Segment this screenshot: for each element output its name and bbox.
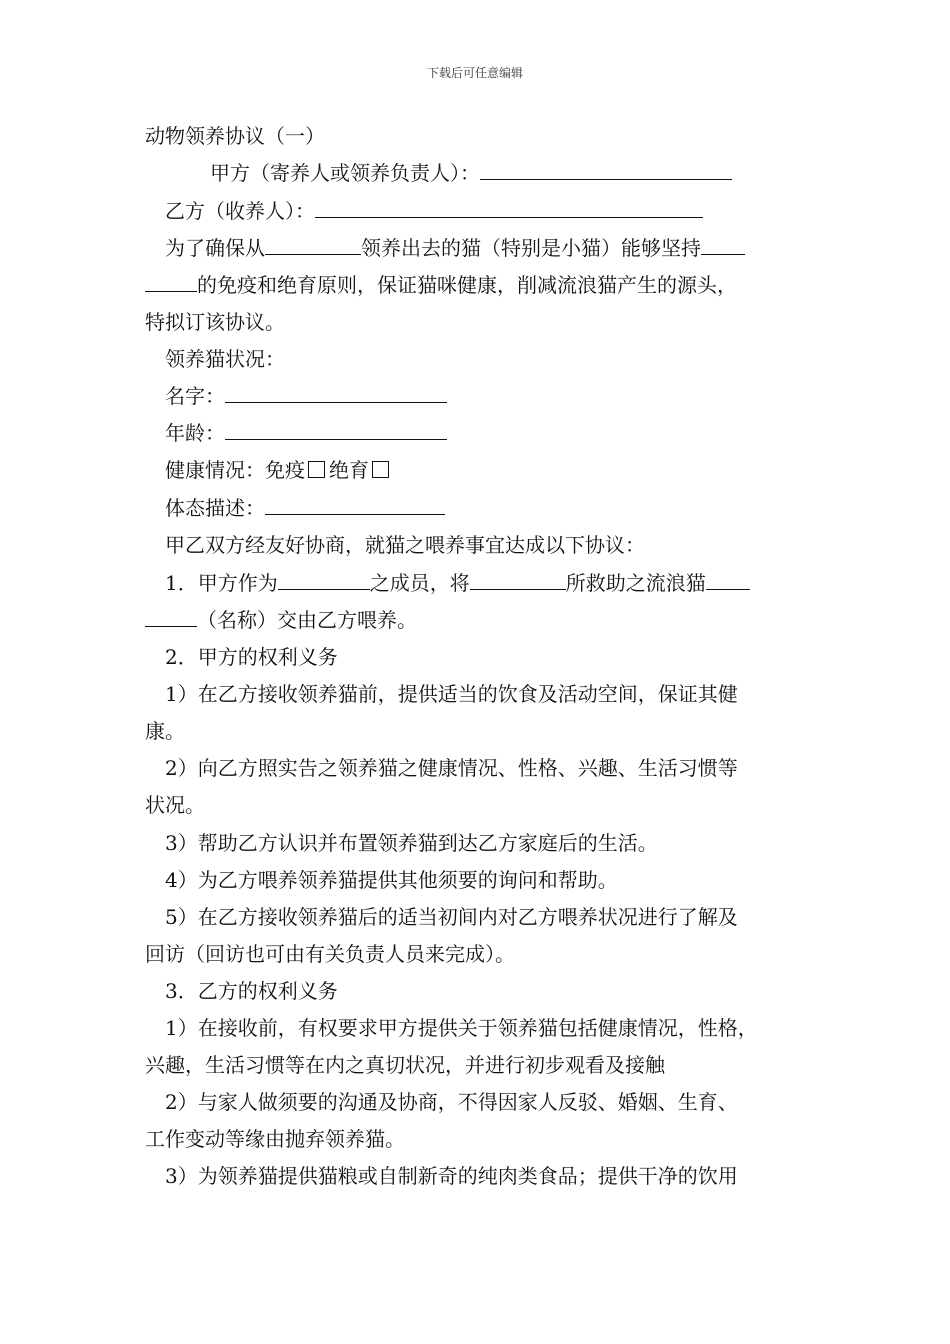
party-a-line <box>210 159 890 186</box>
item1-text: 1．甲方作为 <box>165 571 278 595</box>
vaccinated-checkbox[interactable] <box>308 461 325 478</box>
item1-text: 所救助之流浪猫 <box>565 571 706 595</box>
cat-age-blank[interactable] <box>225 419 447 440</box>
item2-s2-line-2: 状况。 <box>145 793 205 817</box>
rescuer-blank[interactable] <box>470 569 566 590</box>
item1-line-1 <box>165 569 845 596</box>
intro-text: 领养出去的猫（特别是小猫）能够坚持 <box>361 236 701 260</box>
item3-heading: 3．乙方的权利义务 <box>165 979 338 1003</box>
principle-blank-cont[interactable] <box>145 271 197 292</box>
party-b-label: 乙方（收养人）： <box>165 199 315 223</box>
principle-blank[interactable] <box>701 234 745 255</box>
cat-title-blank[interactable] <box>706 569 750 590</box>
cat-health-line <box>165 457 845 483</box>
cat-heading: 领养猫状况： <box>165 347 285 371</box>
cat-age-label: 年龄： <box>165 421 225 445</box>
item3-s2-line-2: 工作变动等缘由抛弃领养猫。 <box>145 1127 405 1151</box>
item2-heading: 2．甲方的权利义务 <box>165 645 338 669</box>
item2-s5-line-2: 回访（回访也可由有关负责人员来完成）。 <box>145 942 515 966</box>
neutered-checkbox[interactable] <box>372 461 389 478</box>
party-b-blank[interactable] <box>315 197 703 218</box>
party-a-label: 甲方（寄养人或领养负责人）： <box>210 161 480 185</box>
item3-s3-line-1: 3）为领养猫提供猫粮或自制新奇的纯肉类食品；提供干净的饮用 <box>165 1164 738 1188</box>
item2-s3: 3）帮助乙方认识并布置领养猫到达乙方家庭后的生活。 <box>165 831 658 855</box>
item2-s1-line-1: 1）在乙方接收领养猫前，提供适当的饮食及活动空间，保证其健 <box>165 682 738 706</box>
cat-health-label: 健康情况：免疫 <box>165 458 305 482</box>
document-title: 动物领养协议（一） <box>145 124 325 148</box>
cat-desc-label: 体态描述： <box>165 496 265 520</box>
cat-name-line <box>165 382 845 409</box>
item3-s1-line-2: 兴趣，生活习惯等在内之真切状况，并进行初步观看及接触 <box>145 1053 665 1077</box>
item2-s4: 4）为乙方喂养领养猫提供其他须要的询问和帮助。 <box>165 868 618 892</box>
cat-desc-line <box>165 494 845 521</box>
item2-s1-line-2: 康。 <box>145 719 185 743</box>
intro-text: 为了确保从 <box>165 236 265 260</box>
cat-title-blank-cont[interactable] <box>145 606 197 627</box>
cat-name-label: 名字： <box>165 384 225 408</box>
agreement-intro: 甲乙双方经友好协商，就猫之喂养事宜达成以下协议： <box>165 533 645 557</box>
item2-s2-line-1: 2）向乙方照实告之领养猫之健康情况、性格、兴趣、生活习惯等 <box>165 756 738 780</box>
neutered-label: 绝育 <box>329 458 369 482</box>
item1-text: 之成员，将 <box>369 571 470 595</box>
item3-s1-line-1: 1）在接收前，有权要求甲方提供关于领养猫包括健康情况，性格， <box>165 1016 758 1040</box>
organization-blank[interactable] <box>265 234 361 255</box>
page-header: 下载后可任意编辑 <box>426 66 523 80</box>
item2-s5-line-1: 5）在乙方接收领养猫后的适当初间内对乙方喂养状况进行了解及 <box>165 905 738 929</box>
intro-line-3: 特拟订该协议。 <box>145 310 285 334</box>
intro-line-2 <box>145 271 825 298</box>
intro-line-1 <box>165 234 845 261</box>
cat-name-blank[interactable] <box>225 382 447 403</box>
party-b-line <box>165 197 845 224</box>
cat-desc-blank[interactable] <box>265 494 445 515</box>
member-of-blank[interactable] <box>278 569 370 590</box>
item3-s2-line-1: 2）与家人做须要的沟通及协商，不得因家人反驳、婚姻、生育、 <box>165 1090 738 1114</box>
cat-age-line <box>165 419 845 446</box>
party-a-blank[interactable] <box>480 159 732 180</box>
intro-text: 的免疫和绝育原则，保证猫咪健康，削减流浪猫产生的源头， <box>197 273 737 297</box>
item1-text: （名称）交由乙方喂养。 <box>197 608 417 632</box>
item1-line-2 <box>145 606 825 633</box>
